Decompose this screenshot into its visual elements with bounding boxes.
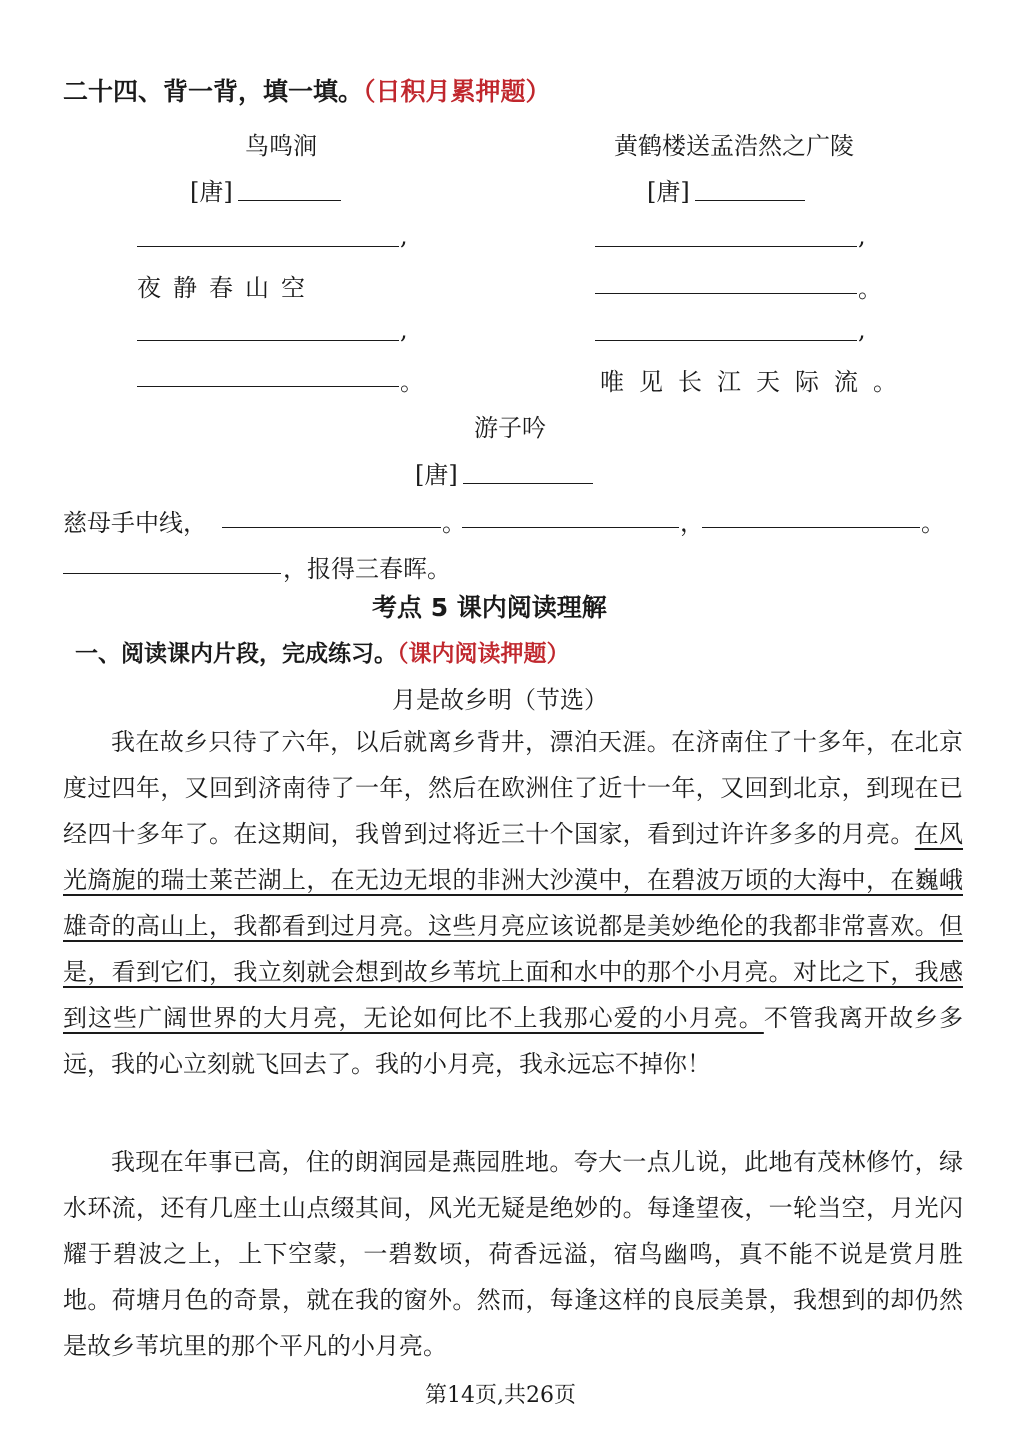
poem2-given-line: 唯见长江天际流。 bbox=[600, 368, 912, 396]
poem1-blank-2[interactable] bbox=[137, 340, 399, 341]
poem1-title: 鸟鸣涧 bbox=[245, 132, 317, 160]
p2-text: 我现在年事已高，住的朗润园是燕园胜地。夸大一点儿说，此地有茂林修竹，绿水环流，还有几座土山点缀其间，风光无疑是绝妙的。每逢望夜，一轮当空，月光闪耀于碧波之上，上下空蒙，一碧数顷，荷香远溢，宿鸟幽鸣，真不能不说是赏月胜地。荷塘月色的奇景，就在我的窗外。然而，每逢这样的良辰美景，我想到的却仍然是故乡苇坑里的那个平凡的小月亮。 bbox=[63, 1148, 963, 1360]
poem3-blank-3[interactable] bbox=[702, 527, 920, 528]
poem1-blank-3[interactable] bbox=[137, 386, 399, 387]
p1-intro: 我在故乡只待了六年，以后就离乡背井，漂泊天涯。在济南住了十多年，在北京度过四年，又回到济南待了一年，然后在欧洲住了近十一年，又回到北京，到现在已经四十多年了。在这期间，我曾到过将近三十个国家，看到过许许多多的月亮。 bbox=[63, 728, 963, 848]
p1-outro: 不管我离开故乡多远，我的心立刻就飞回去了。我的小月亮，我永远忘不掉你！ bbox=[63, 1004, 964, 1078]
poem3-line1-start: 慈母手中线， bbox=[63, 509, 207, 537]
poem3-dynasty: [唐] bbox=[415, 461, 458, 489]
reading-tag: （课内阅读押题） bbox=[397, 641, 570, 667]
poem1-punct-2: , bbox=[400, 316, 408, 344]
poem2-dynasty: [唐] bbox=[647, 178, 690, 206]
poem3-line2-end: ，报得三春晖。 bbox=[283, 555, 451, 583]
poem1-dynasty: [唐] bbox=[190, 178, 233, 206]
poem2-blank-3[interactable] bbox=[595, 340, 857, 341]
poem3-punct-2: ， bbox=[680, 509, 704, 537]
poem3-blank-1[interactable] bbox=[222, 527, 441, 528]
poem2-author-blank[interactable] bbox=[695, 200, 805, 201]
reading-heading-row bbox=[75, 635, 570, 668]
poem2-punct-2: 。 bbox=[858, 275, 882, 303]
poem1-punct-1: , bbox=[400, 222, 408, 250]
page-footer: 第14页,共26页 bbox=[425, 1383, 576, 1408]
section-24-heading bbox=[63, 72, 551, 108]
passage-paragraph-2 bbox=[63, 1139, 963, 1369]
passage-paragraph-1 bbox=[63, 719, 963, 1087]
reading-heading: 一、阅读课内片段，完成练习。 bbox=[75, 641, 397, 667]
poem2-blank-1[interactable] bbox=[595, 246, 857, 247]
poem2-blank-2[interactable] bbox=[595, 293, 857, 294]
passage-title: 月是故乡明（节选） bbox=[392, 686, 608, 714]
poem3-blank-4[interactable] bbox=[63, 573, 281, 574]
p1-underlined-sentence: 在风光旖旎的瑞士莱芒湖上，在无边无垠的非洲大沙漠中，在碧波万顷的大海中，在巍峨雄奇的高山上，我都看到过月亮。这些月亮应该说都是美妙绝伦的我都非常喜欢。但是，看到它们，我立刻就会想到故乡苇坑上面和水中的那个小月亮。对比之下，我感到这些广阔世界的大月亮，无论如何比不上我那心爱的小月亮。 bbox=[63, 820, 964, 1032]
section-24-title: 二十四、背一背，填一填。 bbox=[63, 77, 364, 106]
poem3-punct-3: 。 bbox=[921, 509, 945, 537]
poem1-given-line: 夜静春山空 bbox=[137, 274, 317, 302]
poem1-author-blank[interactable] bbox=[238, 200, 341, 201]
poem1-punct-3: 。 bbox=[400, 368, 424, 396]
poem1-blank-1[interactable] bbox=[137, 246, 399, 247]
poem3-title: 游子吟 bbox=[474, 414, 546, 442]
kaodian-title: 考点 5 课内阅读理解 bbox=[372, 593, 607, 622]
poem3-blank-2[interactable] bbox=[462, 527, 679, 528]
poem2-title: 黄鹤楼送孟浩然之广陵 bbox=[614, 132, 854, 160]
section-24-tag: （日积月累押题） bbox=[363, 77, 551, 106]
poem3-punct-1: 。 bbox=[442, 509, 466, 537]
poem2-punct-1: , bbox=[858, 222, 866, 250]
poem2-punct-3: , bbox=[858, 316, 866, 344]
poem3-author-blank[interactable] bbox=[463, 483, 593, 484]
